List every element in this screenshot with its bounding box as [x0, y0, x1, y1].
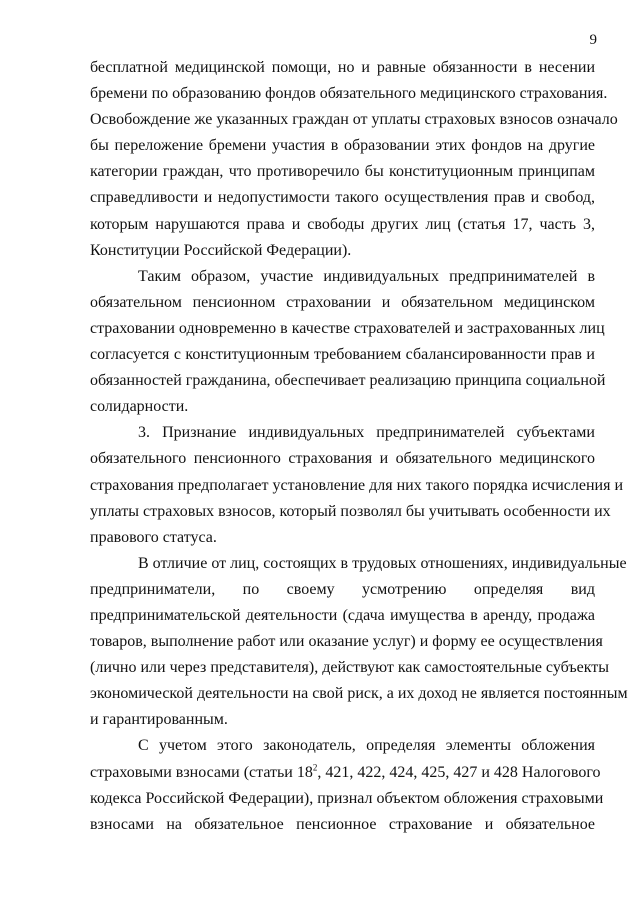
text-line: предприниматели, по своему усмотрению определяя вид: [90, 580, 595, 598]
text-line: и гарантированным.: [90, 711, 228, 729]
text-segment: страховыми взносами (статьи 18: [90, 763, 313, 781]
text-line: справедливости и недопустимости такого осуществления прав и свобод,: [90, 189, 595, 207]
text-line: товаров, выполнение работ или оказание услуг) и форму ее осуществления: [90, 633, 603, 651]
superscript: 2: [312, 762, 318, 773]
paragraph-first-line: Таким образом, участие индивидуальных предпринимателей в: [138, 267, 595, 285]
text-line: категории граждан, что противоречило бы конституционным принципам: [90, 163, 595, 181]
text-line: которым нарушаются права и свободы других лиц (статья 17, часть 3,: [90, 215, 595, 233]
text-line: экономической деятельности на свой риск, а их доход не является постоянным: [90, 685, 628, 703]
paragraph-first-line: В отличие от лиц, состоящих в трудовых отношениях, индивидуальные: [138, 554, 627, 572]
text-line: бесплатной медицинской помощи, но и равные обязанности в несении: [90, 59, 595, 76]
text-line: правового статуса.: [90, 528, 217, 546]
text-line: страхования предполагает установление для них такого порядка исчисления и: [90, 476, 624, 494]
page-number: 9: [589, 32, 597, 48]
text-line: уплаты страховых взносов, который позволял бы учитывать особенности их: [90, 502, 611, 520]
text-line: кодекса Российской Федерации), признал объектом обложения страховыми: [90, 789, 604, 807]
text-line: Конституции Российской Федерации).: [90, 241, 352, 259]
paragraph-first-line: 3. Признание индивидуальных предпринимателей субъектами: [138, 424, 595, 442]
text-line: обязательном пенсионном страховании и обязательном медицинском: [90, 293, 595, 311]
text-line: согласуется с конституционным требованием сбалансированности прав и: [90, 346, 595, 364]
text-line: обязательного пенсионного страхования и обязательного медицинского: [90, 450, 595, 468]
text-segment: , 421, 422, 424, 425, 427 и 428 Налогового: [317, 763, 601, 781]
text-line: взносами на обязательное пенсионное страхование и обязательное: [90, 815, 595, 833]
text-line: солидарности.: [90, 398, 189, 416]
text-line: предпринимательской деятельности (сдача имущества в аренду, продажа: [90, 606, 595, 624]
paragraph-first-line: С учетом этого законодатель, определяя элементы обложения: [138, 737, 595, 755]
text-line: обязанностей гражданина, обеспечивает реализацию принципа социальной: [90, 372, 606, 390]
text-line: Освобождение же указанных граждан от уплаты страховых взносов означало: [90, 111, 618, 129]
text-line-with-superscript: [90, 760, 601, 786]
text-line: бремени по образованию фондов обязательного медицинского страхования.: [90, 85, 608, 103]
body-text: [90, 55, 628, 838]
text-line: (лично или через представителя), действуют как самостоятельные субъекты: [90, 659, 610, 677]
text-line: страховании одновременно в качестве страхователей и застрахованных лиц: [90, 319, 605, 337]
text-line: бы переложение бремени участия в образовании этих фондов на другие: [90, 137, 595, 155]
